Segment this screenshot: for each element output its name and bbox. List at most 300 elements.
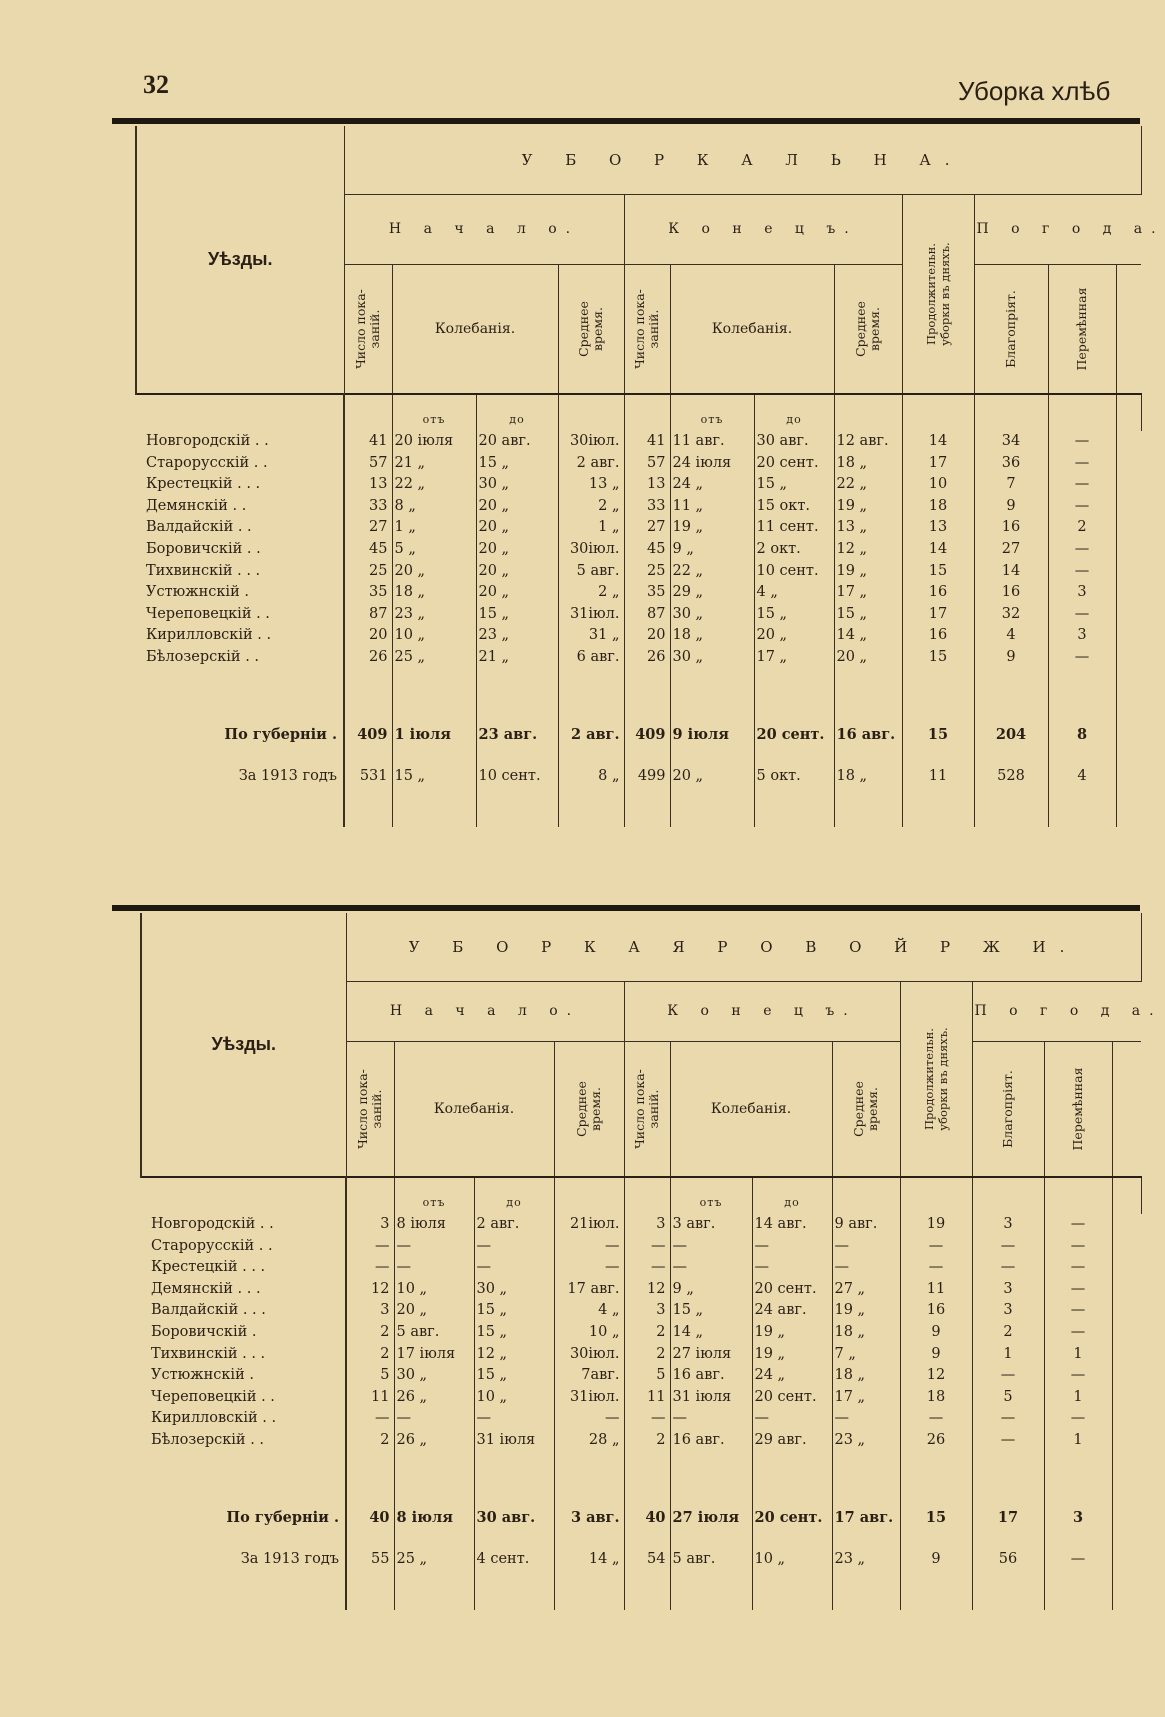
table-cell: 12 xyxy=(346,1279,394,1301)
uezd-name: Новгородскій . . xyxy=(141,1214,346,1236)
total-row xyxy=(136,713,1141,757)
table-cell: 5 авг. xyxy=(558,561,624,583)
blank-cell xyxy=(1112,1177,1141,1214)
table-cell: 15 „ xyxy=(670,1300,752,1322)
table-cell: 21 „ xyxy=(476,647,558,669)
table-cell: 11 xyxy=(624,1387,670,1409)
table-cell: — xyxy=(670,1257,752,1279)
uezd-name: Кирилловскій . . xyxy=(141,1408,346,1430)
table-cell: — xyxy=(1048,561,1116,583)
table-cell: — xyxy=(346,1236,394,1258)
uezd-name: Старорусскій . . xyxy=(141,1236,346,1258)
table-cell: 30іюл. xyxy=(558,539,624,561)
table-cell: — xyxy=(624,1236,670,1258)
table-cell: 5 xyxy=(972,1387,1044,1409)
range-header-end: Колебанія. xyxy=(670,1041,832,1177)
uezd-name: Устюжнскій . xyxy=(136,582,344,604)
uezd-name: Валдайскій . . xyxy=(136,517,344,539)
table-cell: 26 xyxy=(900,1430,972,1452)
blank-cell xyxy=(1112,1300,1141,1322)
uezdy-header: Уѣзды. xyxy=(141,913,346,1177)
blank-cell xyxy=(136,394,344,431)
previous-year-row xyxy=(141,1540,1141,1580)
table-cell: 10 „ xyxy=(554,1322,624,1344)
table-cell: 20 „ xyxy=(754,625,834,647)
table-cell: — xyxy=(1044,1540,1112,1580)
table-cell: 15 „ xyxy=(834,604,902,626)
table-cell: 19 „ xyxy=(670,517,754,539)
table-cell: — xyxy=(1044,1322,1112,1344)
table-cell: 9 xyxy=(900,1540,972,1580)
blank-cell xyxy=(1116,582,1141,604)
blank-cell xyxy=(554,1177,624,1214)
table-cell: 13 xyxy=(624,474,670,496)
blank-cell xyxy=(1116,757,1141,797)
table-row xyxy=(141,1387,1141,1409)
blank-cell xyxy=(902,394,974,431)
table-cell: 6 авг. xyxy=(558,647,624,669)
table-cell: 18 „ xyxy=(834,453,902,475)
table-cell: 15 xyxy=(900,1496,972,1540)
table-row xyxy=(136,517,1141,539)
table-cell: 33 xyxy=(344,496,392,518)
table-row xyxy=(141,1279,1141,1301)
table-cell: 3 xyxy=(624,1300,670,1322)
table-cell: 27 „ xyxy=(832,1279,900,1301)
table-cell: 15 xyxy=(902,647,974,669)
table-cell: — xyxy=(972,1236,1044,1258)
table-cell: 30 авг. xyxy=(474,1496,554,1540)
table-cell: 25 „ xyxy=(394,1540,474,1580)
uezd-name: Череповецкій . . xyxy=(136,604,344,626)
table-cell: 14 xyxy=(902,431,974,453)
table-row xyxy=(141,1214,1141,1236)
table-row xyxy=(136,582,1141,604)
table-row xyxy=(136,539,1141,561)
uezd-name: За 1913 годъ xyxy=(141,1540,346,1580)
table-cell: 24 „ xyxy=(752,1365,832,1387)
table-cell: 15 „ xyxy=(754,474,834,496)
uezd-name: Демянскій . . xyxy=(136,496,344,518)
table-title: У Б О Р К А Л Ь Н А. xyxy=(344,126,1141,194)
end-header: К о н е ц ъ. xyxy=(624,194,902,264)
table-cell: 2 xyxy=(972,1322,1044,1344)
start-header: Н а ч а л о. xyxy=(346,981,624,1041)
table-row xyxy=(141,1257,1141,1279)
table-cell: — xyxy=(670,1408,752,1430)
table-cell: 16 авг. xyxy=(670,1365,752,1387)
blank-cell xyxy=(1112,1430,1141,1452)
table-cell: 40 xyxy=(346,1496,394,1540)
table-cell: 20 сент. xyxy=(754,453,834,475)
to-label: до xyxy=(752,1177,832,1214)
table-cell: — xyxy=(900,1236,972,1258)
table-cell: 4 xyxy=(974,625,1048,647)
top-rule xyxy=(112,118,1140,124)
table-cell: 33 xyxy=(624,496,670,518)
table-cell: 19 xyxy=(900,1214,972,1236)
table-cell: — xyxy=(972,1257,1044,1279)
uezd-name: Тихвинскій . . . xyxy=(136,561,344,583)
table-cell: 10 „ xyxy=(752,1540,832,1580)
table-cell: — xyxy=(670,1236,752,1258)
table-cell: 9 xyxy=(974,647,1048,669)
table-row xyxy=(136,625,1141,647)
table-cell: 26 „ xyxy=(394,1430,474,1452)
blank-cell xyxy=(1116,539,1141,561)
table-cell: 16 xyxy=(974,517,1048,539)
table-cell: 9 xyxy=(974,496,1048,518)
table-cell: 17 xyxy=(902,604,974,626)
table-cell: 409 xyxy=(344,713,392,757)
table-cell: 23 „ xyxy=(476,625,558,647)
table-cell: 1 іюля xyxy=(392,713,476,757)
table-cell: 9 авг. xyxy=(832,1214,900,1236)
table-cell: 13 xyxy=(344,474,392,496)
table-cell: 4 сент. xyxy=(474,1540,554,1580)
table-cell: 2 xyxy=(624,1344,670,1366)
table-cell: 57 xyxy=(344,453,392,475)
table-cell: 3 xyxy=(346,1300,394,1322)
variable-header: Перемѣнная xyxy=(1048,264,1116,394)
table-cell: 31іюл. xyxy=(554,1387,624,1409)
table-cell: 45 xyxy=(624,539,670,561)
table-cell: 3 xyxy=(1048,582,1116,604)
table-cell: 1 xyxy=(1044,1430,1112,1452)
table-cell: 18 „ xyxy=(670,625,754,647)
table-cell: 17 xyxy=(972,1496,1044,1540)
avg-header: Среднее время. xyxy=(554,1041,624,1177)
table-cell: — xyxy=(554,1257,624,1279)
table-row xyxy=(136,431,1141,453)
table-cell: 27 іюля xyxy=(670,1496,752,1540)
table-cell: 87 xyxy=(344,604,392,626)
table-cell: 30іюл. xyxy=(558,431,624,453)
to-label: до xyxy=(474,1177,554,1214)
from-label: отъ xyxy=(392,394,476,431)
uezd-name: Боровичскій . xyxy=(141,1322,346,1344)
table-cell: — xyxy=(1044,1236,1112,1258)
table-cell: 22 „ xyxy=(670,561,754,583)
table-cell: 20 „ xyxy=(392,561,476,583)
table-cell: 3 xyxy=(1048,625,1116,647)
table-cell: 55 xyxy=(346,1540,394,1580)
table-cell: — xyxy=(394,1408,474,1430)
table-cell: — xyxy=(1048,431,1116,453)
table-cell: — xyxy=(1048,474,1116,496)
blank-cell xyxy=(1112,1279,1141,1301)
table-cell: 26 „ xyxy=(394,1387,474,1409)
table-cell: — xyxy=(972,1365,1044,1387)
table-cell: 12 „ xyxy=(834,539,902,561)
table-cell: 15 „ xyxy=(474,1365,554,1387)
table-cell: 3 авг. xyxy=(670,1214,752,1236)
table-cell: 15 „ xyxy=(392,757,476,797)
table-cell: 13 xyxy=(902,517,974,539)
table-cell: 5 xyxy=(346,1365,394,1387)
table-cell: 9 xyxy=(900,1322,972,1344)
table-cell: 41 xyxy=(344,431,392,453)
table-cell: 11 xyxy=(346,1387,394,1409)
table-cell: 29 „ xyxy=(670,582,754,604)
table-cell: — xyxy=(900,1257,972,1279)
table-cell: 1 xyxy=(972,1344,1044,1366)
table-cell: 18 „ xyxy=(392,582,476,604)
total-row xyxy=(141,1496,1141,1540)
table-cell: 15 „ xyxy=(474,1322,554,1344)
table-cell: 35 xyxy=(344,582,392,604)
table-cell: 27 іюля xyxy=(670,1344,752,1366)
table-cell: 3 авг. xyxy=(554,1496,624,1540)
table-cell: 20 „ xyxy=(476,582,558,604)
table-cell: 18 „ xyxy=(832,1365,900,1387)
blank-cell xyxy=(974,394,1048,431)
table-cell: 3 xyxy=(972,1214,1044,1236)
uezd-name: За 1913 годъ xyxy=(136,757,344,797)
table-row xyxy=(136,647,1141,669)
table-cell: 11 xyxy=(900,1279,972,1301)
table-cell: 35 xyxy=(624,582,670,604)
blank-cell xyxy=(1116,431,1141,453)
from-label: отъ xyxy=(670,1177,752,1214)
table-cell: — xyxy=(1044,1214,1112,1236)
blank-cell xyxy=(1116,453,1141,475)
table-cell: 3 xyxy=(972,1300,1044,1322)
table-cell: — xyxy=(624,1408,670,1430)
uezd-name: Боровичскій . . xyxy=(136,539,344,561)
table-cell: 15 „ xyxy=(476,453,558,475)
start-header: Н а ч а л о. xyxy=(344,194,624,264)
table-cell: 54 xyxy=(624,1540,670,1580)
table-cell: 10 xyxy=(902,474,974,496)
table-cell: 2 xyxy=(624,1430,670,1452)
table-row xyxy=(141,1322,1141,1344)
table-row xyxy=(141,1236,1141,1258)
table-cell: — xyxy=(1048,604,1116,626)
table-cell: 16 авг. xyxy=(834,713,902,757)
table-cell: — xyxy=(900,1408,972,1430)
table-cell: 40 xyxy=(624,1496,670,1540)
range-header: Колебанія. xyxy=(392,264,558,394)
flax-harvest-table xyxy=(135,126,1165,827)
table-cell: 30іюл. xyxy=(554,1344,624,1366)
blank-cell xyxy=(1116,647,1141,669)
table-cell: 31 іюля xyxy=(474,1430,554,1452)
blank-cell xyxy=(834,394,902,431)
table-cell: 2 окт. xyxy=(754,539,834,561)
table-cell: 16 xyxy=(902,582,974,604)
avg-header-end: Среднее время. xyxy=(832,1041,900,1177)
table-cell: 22 „ xyxy=(834,474,902,496)
table-cell: 20 „ xyxy=(394,1300,474,1322)
table-cell: — xyxy=(832,1236,900,1258)
from-label: отъ xyxy=(394,1177,474,1214)
table-cell: 18 „ xyxy=(834,757,902,797)
table-cell: 19 „ xyxy=(834,561,902,583)
table-cell: 3 xyxy=(346,1214,394,1236)
table-cell: 18 „ xyxy=(832,1322,900,1344)
table-cell: 45 xyxy=(344,539,392,561)
table-cell: 17 „ xyxy=(832,1387,900,1409)
table-cell: 19 „ xyxy=(752,1322,832,1344)
table-cell: — xyxy=(1048,496,1116,518)
table-cell: 10 сент. xyxy=(754,561,834,583)
table-cell: 57 xyxy=(624,453,670,475)
table-cell: 4 „ xyxy=(754,582,834,604)
table-cell: 9 іюля xyxy=(670,713,754,757)
table-cell: 9 „ xyxy=(670,539,754,561)
table-cell: — xyxy=(474,1257,554,1279)
table-cell: 3 xyxy=(1044,1496,1112,1540)
blank-cell xyxy=(1112,1387,1141,1409)
middle-rule xyxy=(112,905,1140,911)
previous-year-row xyxy=(136,757,1141,797)
blank-cell xyxy=(1116,625,1141,647)
table-cell: 11 xyxy=(902,757,974,797)
table-cell: 8 „ xyxy=(392,496,476,518)
table-cell: 5 „ xyxy=(392,539,476,561)
blank-cell xyxy=(1112,1496,1141,1540)
blank-cell xyxy=(1112,1214,1141,1236)
table-cell: 20 сент. xyxy=(752,1496,832,1540)
table-cell: 30 „ xyxy=(670,604,754,626)
table-cell: 14 xyxy=(902,539,974,561)
table-cell: 7 „ xyxy=(832,1344,900,1366)
table-row xyxy=(141,1365,1141,1387)
blank-cell xyxy=(558,394,624,431)
blank-cell xyxy=(346,1177,394,1214)
table-cell: 17 іюля xyxy=(394,1344,474,1366)
table-cell: 1 „ xyxy=(392,517,476,539)
table-row xyxy=(136,474,1141,496)
table-cell: 32 xyxy=(974,604,1048,626)
blank-cell xyxy=(1116,474,1141,496)
table-cell: 21іюл. xyxy=(554,1214,624,1236)
table-cell: 3 xyxy=(972,1279,1044,1301)
table-cell: 20 сент. xyxy=(752,1387,832,1409)
page-number: 32 xyxy=(143,70,169,99)
duration-header: Продолжительн. уборки въ дняхъ. xyxy=(902,194,974,394)
table-cell: 20 „ xyxy=(834,647,902,669)
table-cell: 31іюл. xyxy=(558,604,624,626)
blank-cell xyxy=(972,1177,1044,1214)
blank-cell xyxy=(1116,561,1141,583)
table-cell: — xyxy=(624,1257,670,1279)
blank-cell xyxy=(1112,1322,1141,1344)
table-cell: — xyxy=(346,1408,394,1430)
table-cell: — xyxy=(752,1236,832,1258)
blank-cell xyxy=(1116,604,1141,626)
table-cell: 2 xyxy=(346,1430,394,1452)
blank-cell xyxy=(1116,517,1141,539)
table-row xyxy=(141,1300,1141,1322)
table-cell: — xyxy=(1048,539,1116,561)
uezd-name: Крестецкій . . . xyxy=(136,474,344,496)
table-cell: 19 „ xyxy=(832,1300,900,1322)
spring-rye-harvest-table xyxy=(140,913,1163,1610)
uezd-name: По губерніи . xyxy=(136,713,344,757)
uezd-name: Бѣлозерскій . . xyxy=(136,647,344,669)
table-cell: 10 „ xyxy=(394,1279,474,1301)
table-title: У Б О Р К А Я Р О В О Й Р Ж И. xyxy=(346,913,1141,981)
table-cell: 30 „ xyxy=(670,647,754,669)
table-cell: 17 авг. xyxy=(832,1496,900,1540)
blank-cell xyxy=(1116,394,1141,431)
uezd-name: Бѣлозерскій . . xyxy=(141,1430,346,1452)
table-cell: 22 „ xyxy=(392,474,476,496)
table-cell: 499 xyxy=(624,757,670,797)
blank-cell xyxy=(1116,713,1141,757)
table-cell: 20 „ xyxy=(476,517,558,539)
from-label: отъ xyxy=(670,394,754,431)
table-cell: 16 авг. xyxy=(670,1430,752,1452)
table-cell: — xyxy=(1044,1279,1112,1301)
table-cell: 5 авг. xyxy=(670,1540,752,1580)
table-cell: 20 іюля xyxy=(392,431,476,453)
table-cell: — xyxy=(394,1236,474,1258)
blank-cell xyxy=(1048,394,1116,431)
table-cell: — xyxy=(972,1430,1044,1452)
blank-cell xyxy=(1112,1540,1141,1580)
table-cell: 19 „ xyxy=(834,496,902,518)
uezd-name: По губерніи . xyxy=(141,1496,346,1540)
table-cell: 30 „ xyxy=(474,1279,554,1301)
table-cell: 26 xyxy=(344,647,392,669)
table-cell: 14 авг. xyxy=(752,1214,832,1236)
table-cell: 4 xyxy=(1048,757,1116,797)
table-cell: — xyxy=(1048,453,1116,475)
uezd-name: Новгородскій . . xyxy=(136,431,344,453)
table-cell: 34 xyxy=(974,431,1048,453)
table-cell: 531 xyxy=(344,757,392,797)
table-cell: 18 xyxy=(900,1387,972,1409)
table-cell: 28 „ xyxy=(554,1430,624,1452)
uezd-name: Крестецкій . . . xyxy=(141,1257,346,1279)
table-cell: 8 іюля xyxy=(394,1214,474,1236)
blank-cell xyxy=(1116,496,1141,518)
table-cell: 23 „ xyxy=(392,604,476,626)
uezd-name: Череповецкій . . xyxy=(141,1387,346,1409)
table-cell: 13 „ xyxy=(834,517,902,539)
table-cell: 8 іюля xyxy=(394,1496,474,1540)
table-cell: 14 „ xyxy=(554,1540,624,1580)
table-cell: 2 авг. xyxy=(474,1214,554,1236)
table-cell: 15 „ xyxy=(474,1300,554,1322)
uezd-name: Устюжнскій . xyxy=(141,1365,346,1387)
table-cell: 2 „ xyxy=(558,582,624,604)
favorable-header: Благопріят. xyxy=(974,264,1048,394)
table-cell: 8 xyxy=(1048,713,1116,757)
table-cell: 30 „ xyxy=(394,1365,474,1387)
table-cell: 56 xyxy=(972,1540,1044,1580)
to-label: до xyxy=(754,394,834,431)
avg-header-end: Среднее время. xyxy=(834,264,902,394)
table-cell: 29 авг. xyxy=(752,1430,832,1452)
table-cell: 24 авг. xyxy=(752,1300,832,1322)
to-label: до xyxy=(476,394,558,431)
count-header-end: Число пока- заній. xyxy=(624,264,670,394)
table-cell: 18 xyxy=(902,496,974,518)
table-cell: 27 xyxy=(344,517,392,539)
table-cell: 1 „ xyxy=(558,517,624,539)
table-cell: 12 авг. xyxy=(834,431,902,453)
table-cell: 5 окт. xyxy=(754,757,834,797)
table-cell: 2 xyxy=(1048,517,1116,539)
table-cell: 10 „ xyxy=(474,1387,554,1409)
table-cell: — xyxy=(972,1408,1044,1430)
table-cell: 25 xyxy=(624,561,670,583)
table-cell: — xyxy=(1044,1257,1112,1279)
